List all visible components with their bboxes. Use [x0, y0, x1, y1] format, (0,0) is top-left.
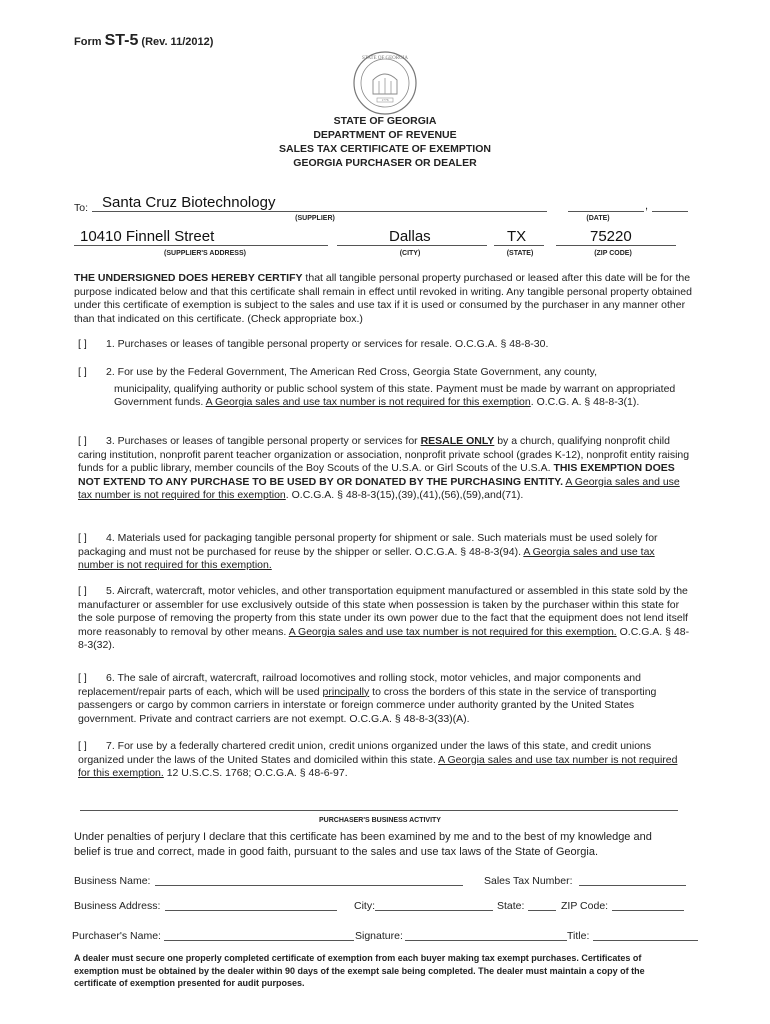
- address-line: [74, 245, 328, 246]
- date-comma: ,: [645, 200, 649, 212]
- item-3-resale-only: RESALE ONLY: [420, 435, 495, 447]
- business-city-input[interactable]: [375, 910, 493, 911]
- date-line-b[interactable]: [652, 211, 688, 212]
- signature-input[interactable]: [405, 940, 567, 941]
- supplier-field[interactable]: Santa Cruz Biotechnology: [102, 194, 276, 211]
- form-prefix: Form: [74, 36, 102, 48]
- city-field-label: City:: [354, 900, 375, 912]
- sales-tax-number-input[interactable]: [579, 885, 686, 886]
- title-block: [0, 114, 770, 170]
- zip-line: [556, 245, 676, 246]
- date-label: (DATE): [586, 215, 610, 222]
- title-line-2: DEPARTMENT OF REVENUE: [313, 129, 457, 141]
- checkbox-5[interactable]: [ ]: [78, 585, 87, 597]
- item-7-text-a: 7. For use by a federally chartered credit union, credit unions organized under the laws of this state, and credit unions organized under the laws of the United States and domiciled within this state.: [78, 740, 652, 766]
- business-address-label: Business Address:: [74, 900, 161, 912]
- item-6-text-b: to cross the borders of this state in the service of transporting passengers or cargo by common carriers in interstate or foreign commerce under authority granted by the United States government. Private and contract carriers are not exempt. O.C.G.A. § 48-8-3(33)(A).: [78, 685, 657, 725]
- item-4-text-a: 4. Materials used for packaging tangible personal property for shipment or sale. Such materials must be used solely for packaging and must not be purchased for reuse by the shipper or seller. O.C.G.A. § 48-8-3(94).: [78, 532, 658, 558]
- item-1-text: 1. Purchases or leases of tangible personal property or services for resale. O.C.G.A. § 48-8-30.: [106, 338, 549, 350]
- item-2-body: [78, 383, 690, 410]
- item-2-text-c: . O.C.G. A. § 48-8-3(1).: [530, 396, 640, 409]
- item-3-text-b: by a church, qualifying nonprofit child caring institution, nonprofit parent teacher organization or association, nonprofit private school (grades K-12), nonprofit entity raising funds for a public library, member councils of the Boy Scouts of the U.S.A. or Girl Scouts of the U.S.A.: [78, 435, 690, 475]
- item-2-text-a: 2. For use by the Federal Government, The American Red Cross, Georgia State Government, any county,: [106, 366, 598, 378]
- item-6-text-a: 6. The sale of aircraft, watercraft, railroad locomotives and rolling stock, motor vehicles, and major components and replacement/repair parts of each, which will be used: [78, 672, 641, 698]
- item-5-text-c: O.C.G.A. § 48-8-3(32).: [78, 625, 690, 652]
- checkbox-2[interactable]: [ ]: [78, 366, 87, 378]
- exemption-item-7: [78, 740, 690, 781]
- form-id: [74, 32, 213, 50]
- address-label: (SUPPLIER'S ADDRESS): [164, 250, 246, 257]
- title-line-3: SALES TAX CERTIFICATE OF EXEMPTION: [279, 143, 491, 155]
- form-number: ST-5: [104, 32, 139, 49]
- business-zip-input[interactable]: [612, 910, 684, 911]
- perjury-statement: Under penalties of perjury I declare that this certificate has been examined by me and to the best of my knowledge and belief is true and correct, made in good faith, pursuant to the sales and use tax laws of the State of Georgia.: [74, 831, 652, 858]
- date-line-a: [568, 211, 644, 212]
- item-3-underline: A Georgia sales and use tax number is not required for this exemption: [78, 475, 680, 502]
- business-address-input[interactable]: [165, 910, 337, 911]
- zip-label: (ZIP CODE): [594, 250, 632, 257]
- city-line: [337, 245, 487, 246]
- checkbox-1[interactable]: [ ]: [78, 338, 87, 350]
- svg-text:STATE OF GEORGIA: STATE OF GEORGIA: [362, 56, 408, 61]
- signature-label: Signature:: [355, 930, 403, 942]
- title-line-4: GEORGIA PURCHASER OR DEALER: [293, 157, 477, 169]
- business-state-input[interactable]: [528, 910, 556, 911]
- business-name-input[interactable]: [155, 885, 463, 886]
- state-label: (STATE): [506, 250, 534, 257]
- to-label: To:: [74, 202, 89, 214]
- item-3-text-a: 3. Purchases or leases of tangible personal property or services for: [106, 435, 421, 447]
- purchaser-name-label: Purchaser's Name:: [72, 930, 161, 942]
- address-field[interactable]: 10410 Finnell Street: [80, 228, 215, 245]
- checkbox-4[interactable]: [ ]: [78, 532, 87, 544]
- city-label: (CITY): [399, 250, 421, 257]
- item-6-underline: principally: [322, 685, 370, 698]
- business-activity-line[interactable]: [80, 810, 678, 811]
- business-activity-label: PURCHASER'S BUSINESS ACTIVITY: [319, 817, 441, 824]
- certify-text: that all tangible personal property purchased or leased after this date will be for the purpose indicated below and that this certificate shall remain in effect until revoked in writing. Any tangible personal property obtained under this certificate of exemption is subject to the sales and use tax if it is used or consumed by the purchaser in any manner other than that indicated on this certificate. (Check appropriate box.): [74, 272, 692, 325]
- checkbox-7[interactable]: [ ]: [78, 740, 87, 752]
- form-revision: (Rev. 11/2012): [141, 36, 214, 48]
- svg-text:1776: 1776: [381, 98, 389, 102]
- supplier-label: (SUPPLIER): [295, 215, 335, 222]
- certify-bold: THE UNDERSIGNED DOES HEREBY CERTIFY: [74, 272, 303, 284]
- item-4-underline: A Georgia sales and use tax number is not required for this exemption.: [78, 545, 655, 572]
- item-3-text-c: . O.C.G.A. § 48-8-3(15),(39),(41),(56),(59),and(71).: [285, 489, 524, 502]
- supplier-line: [92, 211, 547, 212]
- title-label: Title:: [567, 930, 590, 942]
- item-5-underline: A Georgia sales and use tax number is not required for this exemption.: [288, 625, 617, 638]
- exemption-item-3: [78, 435, 690, 503]
- exemption-item-5: [78, 585, 690, 653]
- checkbox-3[interactable]: [ ]: [78, 435, 87, 447]
- exemption-item-2: [78, 366, 690, 410]
- checkbox-6[interactable]: [ ]: [78, 672, 87, 684]
- zip-field-label: ZIP Code:: [561, 900, 609, 912]
- georgia-state-seal-icon: [352, 50, 418, 116]
- state-field-label: State:: [497, 900, 525, 912]
- title-input[interactable]: [593, 940, 698, 941]
- state-field[interactable]: TX: [507, 228, 527, 245]
- item-2-text-b: municipality, qualifying authority or public school system of this state. Payment must be made by warrant on appropriated Government funds.: [114, 382, 676, 409]
- city-field[interactable]: Dallas: [389, 228, 431, 245]
- footer-note: A dealer must secure one properly completed certificate of exemption from each buyer making tax exempt purchases. Certificates of exemption must be obtained by the dealer within 90 days of the exempt sale being completed. The dealer must maintain a copy of the certificate of exemption presented for audit purposes.: [74, 953, 645, 988]
- zip-field[interactable]: 75220: [590, 228, 632, 245]
- state-line: [494, 245, 544, 246]
- purchaser-name-input[interactable]: [164, 940, 354, 941]
- certify-paragraph: [74, 272, 694, 326]
- item-7-text-c: 12 U.S.C.S. 1768; O.C.G.A. § 48-6-97.: [163, 767, 348, 780]
- item-7-underline: A Georgia sales and use tax number is not required for this exemption.: [78, 753, 678, 780]
- item-2-underline: A Georgia sales and use tax number is not required for this exemption: [205, 396, 531, 409]
- title-line-1: STATE OF GEORGIA: [333, 115, 437, 127]
- item-5-text-a: 5. Aircraft, watercraft, motor vehicles, and other transportation equipment manufactured or assembled in this state sold by the manufacturer or assembler for use exclusively outside of this state when possession is taken by the purchaser within this state for the sole purpose of removing the property from this state under its own power due to the fact that the equipment does not lend itself more reasonably to removal by other means.: [78, 585, 688, 638]
- business-name-label: Business Name:: [74, 875, 151, 887]
- sales-tax-number-label: Sales Tax Number:: [484, 875, 573, 887]
- exemption-item-6: [78, 672, 690, 726]
- exemption-item-4: [78, 532, 690, 573]
- item-3-bold: THIS EXEMPTION DOES NOT EXTEND TO ANY PURCHASE TO BE USED BY OR DONATED BY THE PURCHASING ENTITY.: [78, 462, 675, 488]
- exemption-item-1: [78, 338, 690, 352]
